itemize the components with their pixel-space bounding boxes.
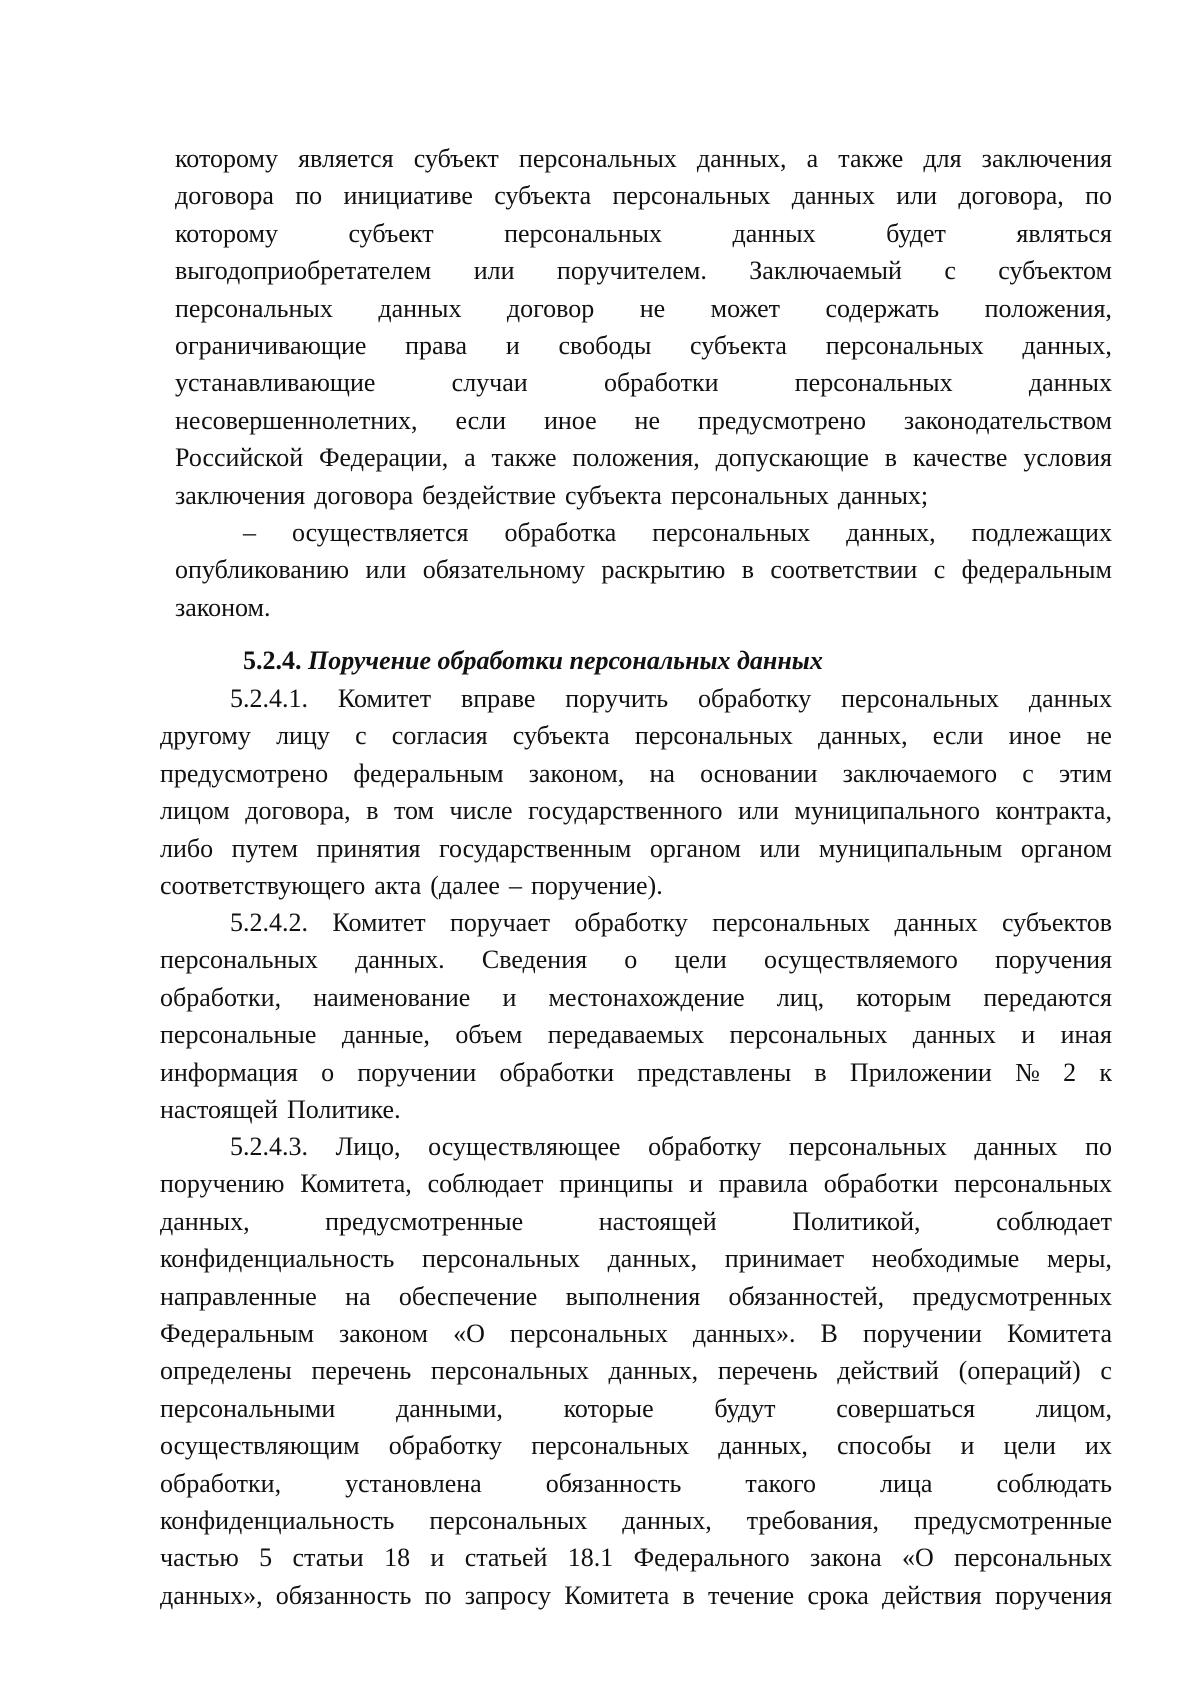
text-line: соответствующего акта (далее – поручение).: [160, 871, 663, 900]
text-line: частью 5 статьи 18 и статьей 18.1 Федерального закона «О персональных: [160, 1543, 1112, 1572]
text-line: определены перечень персональных данных, перечень действий (операций) с: [160, 1356, 1112, 1385]
text-line: персональных данных договор не может содержать положения,: [175, 294, 1112, 323]
text-line: данных», обязанность по запросу Комитета в течение срока действия поручения: [160, 1581, 1112, 1610]
section-heading-number: 5.2.4.: [243, 646, 302, 675]
text-line: обработки, установлена обязанность такого лица соблюдать: [160, 1469, 1112, 1498]
text-line: – осуществляется обработка персональных данных, подлежащих: [243, 518, 1112, 547]
text-line: конфиденциальность персональных данных, принимает необходимые меры,: [160, 1244, 1112, 1273]
text-line: которому субъект персональных данных будет являться: [175, 219, 1112, 248]
text-line: персональных данных. Сведения о цели осуществляемого поручения: [160, 945, 1112, 974]
text-line: 5.2.4.2. Комитет поручает обработку персональных данных субъектов: [230, 908, 1112, 937]
text-line: персональными данными, которые будут совершаться лицом,: [160, 1394, 1112, 1423]
text-line: заключения договора бездействие субъекта персональных данных;: [175, 481, 929, 510]
section-heading: [243, 642, 823, 679]
text-line: выгодоприобретателем или поручителем. Заключаемый с субъектом: [175, 256, 1112, 285]
text-line: настоящей Политике.: [160, 1095, 401, 1124]
text-line: 5.2.4.1. Комитет вправе поручить обработку персональных данных: [230, 684, 1112, 713]
section-heading-title: Поручение обработки персональных данных: [308, 646, 823, 675]
text-line: несовершеннолетних, если иное не предусмотрено законодательством: [175, 406, 1112, 435]
text-line: данных, предусмотренные настоящей Политикой, соблюдает: [160, 1207, 1112, 1236]
text-line: персональные данные, объем передаваемых персональных данных и иная: [160, 1020, 1112, 1049]
text-line: лицом договора, в том числе государственного или муниципального контракта,: [160, 796, 1112, 825]
text-line: 5.2.4.3. Лицо, осуществляющее обработку персональных данных по: [230, 1132, 1112, 1161]
text-line: поручению Комитета, соблюдает принципы и правила обработки персональных: [160, 1169, 1112, 1198]
text-line: предусмотрено федеральным законом, на основании заключаемого с этим: [160, 759, 1112, 788]
text-line: законом.: [175, 593, 271, 622]
text-line: ограничивающие права и свободы субъекта персональных данных,: [175, 331, 1112, 360]
text-line: договора по инициативе субъекта персональных данных или договора, по: [175, 181, 1112, 210]
text-line: другому лицу с согласия субъекта персональных данных, если иное не: [160, 721, 1112, 750]
text-line: конфиденциальность персональных данных, требования, предусмотренные: [160, 1506, 1112, 1535]
text-line: осуществляющим обработку персональных данных, способы и цели их: [160, 1431, 1112, 1460]
text-line: либо путем принятия государственным органом или муниципальным органом: [160, 834, 1112, 863]
text-line: Федеральным законом «О персональных данных». В поручении Комитета: [160, 1319, 1112, 1348]
text-line: которому является субъект персональных данных, а также для заключения: [175, 144, 1112, 173]
text-line: обработки, наименование и местонахождение лиц, которым передаются: [160, 983, 1112, 1012]
text-line: информация о поручении обработки представлены в Приложении № 2 к: [160, 1058, 1112, 1087]
text-line: Российской Федерации, а также положения, допускающие в качестве условия: [175, 443, 1112, 472]
text-line: направленные на обеспечение выполнения обязанностей, предусмотренных: [160, 1282, 1112, 1311]
text-line: опубликованию или обязательному раскрытию в соответствии с федеральным: [175, 555, 1112, 584]
text-line: устанавливающие случаи обработки персональных данных: [175, 368, 1112, 397]
